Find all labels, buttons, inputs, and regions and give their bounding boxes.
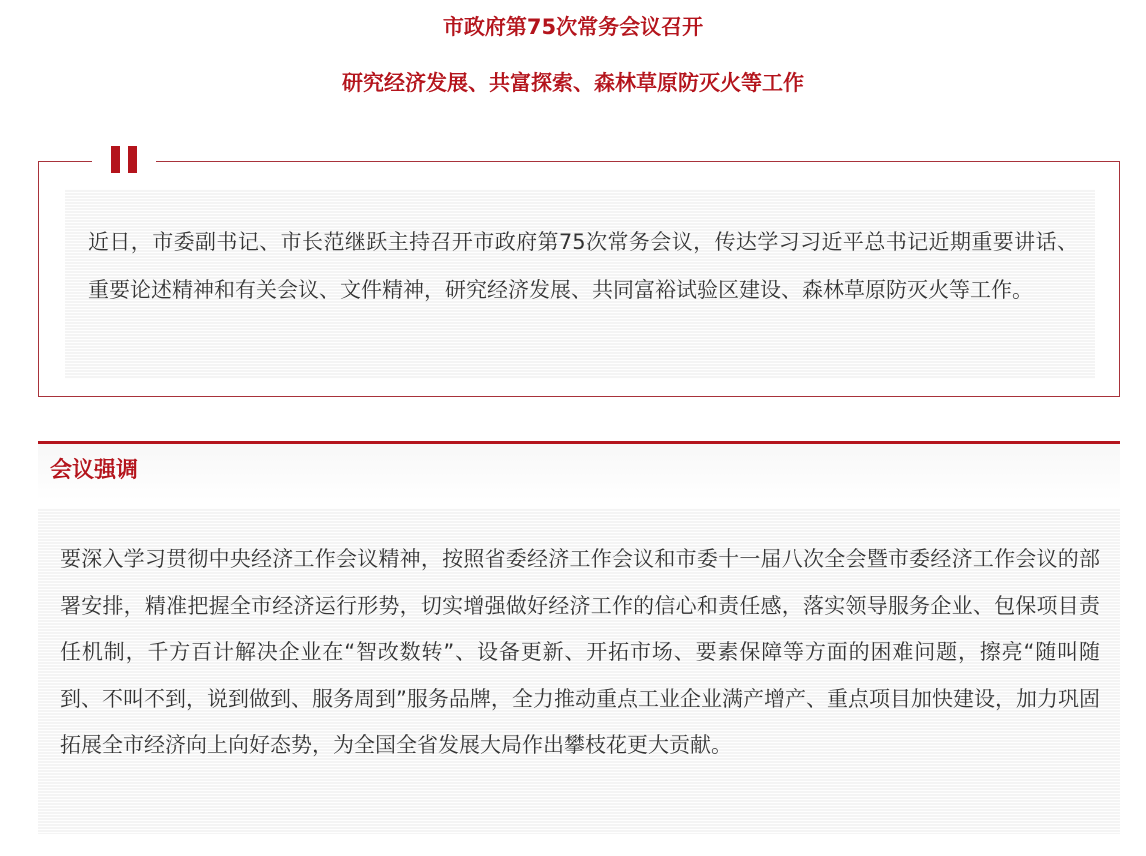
- section-header: [38, 444, 1120, 500]
- section-title: 会议强调: [50, 458, 139, 483]
- headline-line-1: 市政府第75次常务会议召开: [442, 15, 704, 39]
- headline-line-2: 研究经济发展、共富探索、森林草原防灭火等工作: [342, 71, 804, 95]
- intro-paragraph: 近日，市委副书记、市长范继跃主持召开市政府第75次常务会议，传达学习习近平总书记近期重要讲话、重要论述精神和有关会议、文件精神，研究经济发展、共同富裕试验区建设、森林草原防灭火等工作。: [88, 230, 1078, 302]
- section-paragraph: 要深入学习贯彻中央经济工作会议精神，按照省委经济工作会议和市委十一届八次全会暨市委经济工作会议的部署安排，精准把握全市经济运行形势，切实增强做好经济工作的信心和责任感，落实领导服务企业、包保项目责任机制，千方百计解决企业在“智改数转”、设备更新、开拓市场、要素保障等方面的困难问题，擦亮“随叫随到、不叫不到，说到做到、服务周到”服务品牌，全力推动重点工业企业满产增产、重点项目加快建设，加力巩固拓展全市经济向上向好态势，为全国全省发展大局作出攀枝花更大贡献。: [60, 547, 1100, 757]
- intro-frame-gap: [92, 150, 156, 174]
- quote-mark-icon: [111, 146, 120, 173]
- quote-mark-icon: [128, 146, 137, 173]
